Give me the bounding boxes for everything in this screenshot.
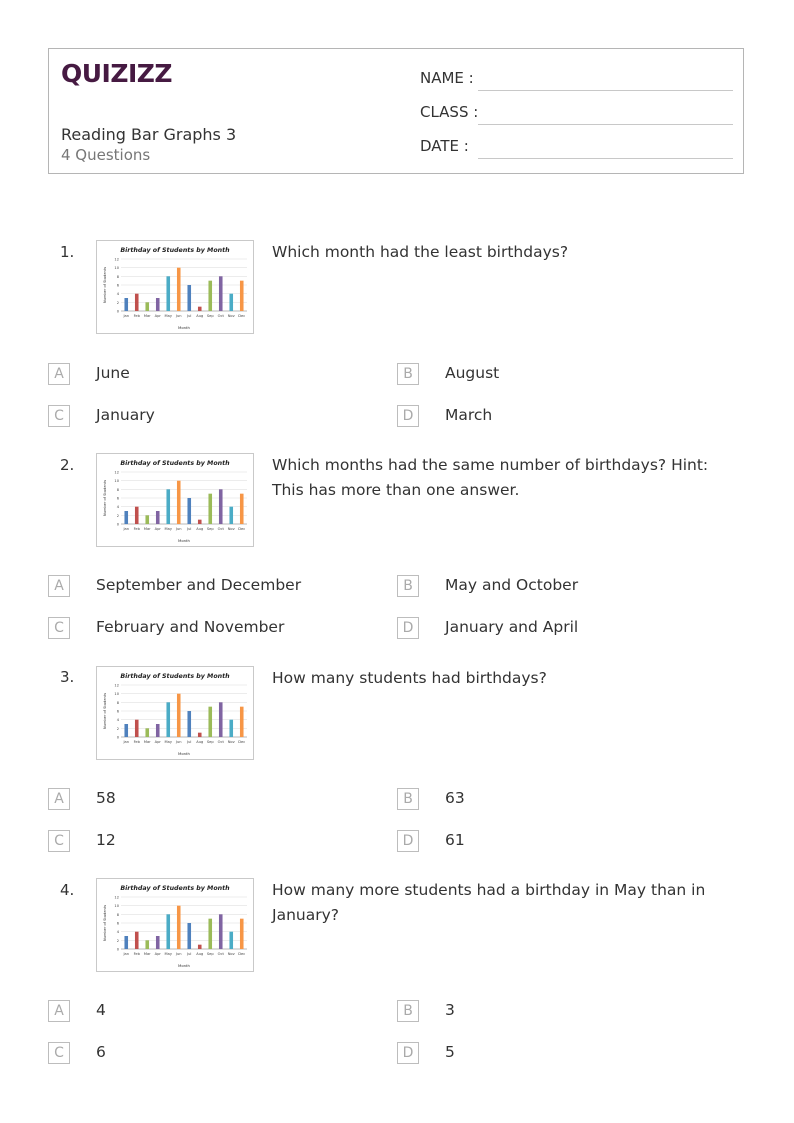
y-tick-label: 6 bbox=[116, 496, 119, 501]
x-tick-label: Nov bbox=[227, 740, 235, 744]
question-text: How many more students had a birthday in May than in January? bbox=[272, 881, 706, 924]
y-tick-label: 10 bbox=[114, 266, 119, 271]
bar-feb bbox=[135, 720, 139, 737]
bar-jun bbox=[177, 694, 181, 737]
x-tick-label: Feb bbox=[133, 314, 140, 318]
x-tick-label: Jul bbox=[187, 740, 192, 744]
x-tick-label: Nov bbox=[227, 952, 235, 956]
question-number: 4. bbox=[60, 881, 75, 899]
x-tick-label: Apr bbox=[154, 314, 161, 318]
bar-jul bbox=[187, 923, 191, 949]
option-b-text[interactable]: 3 bbox=[445, 1001, 455, 1019]
x-tick-label: Apr bbox=[154, 527, 161, 531]
bar-dec bbox=[240, 494, 244, 524]
bar-feb bbox=[135, 932, 139, 949]
x-tick-label: Aug bbox=[196, 740, 204, 744]
bar-chart bbox=[97, 454, 253, 546]
bar-nov bbox=[229, 932, 233, 949]
option-d-text[interactable]: March bbox=[445, 406, 493, 424]
option-c-box[interactable]: C bbox=[48, 617, 70, 639]
y-tick-label: 2 bbox=[116, 938, 119, 943]
y-tick-label: 2 bbox=[116, 513, 119, 518]
y-tick-label: 8 bbox=[116, 274, 119, 279]
x-tick-label: Oct bbox=[217, 740, 224, 744]
bar-jun bbox=[177, 481, 181, 524]
y-axis-label: Number of Students bbox=[103, 266, 107, 304]
x-tick-label: Jun bbox=[175, 314, 182, 318]
bar-feb bbox=[135, 294, 139, 311]
option-a-box[interactable]: A bbox=[48, 788, 70, 810]
option-a-box[interactable]: A bbox=[48, 575, 70, 597]
bar-chart bbox=[97, 241, 253, 333]
chart-title: Birthday of Students by Month bbox=[120, 885, 230, 892]
option-c-text[interactable]: February and November bbox=[96, 618, 285, 636]
question-number: 2. bbox=[60, 456, 75, 474]
x-tick-label: May bbox=[164, 952, 172, 956]
y-tick-label: 0 bbox=[116, 522, 119, 527]
x-tick-label: Oct bbox=[217, 314, 224, 318]
y-tick-label: 12 bbox=[114, 895, 119, 900]
y-tick-label: 6 bbox=[116, 709, 119, 714]
option-a-text[interactable]: September and December bbox=[96, 576, 302, 594]
option-d-box[interactable]: D bbox=[397, 617, 419, 639]
y-tick-label: 4 bbox=[116, 930, 119, 935]
y-tick-label: 12 bbox=[114, 683, 119, 688]
y-tick-label: 8 bbox=[116, 700, 119, 705]
x-tick-label: Dec bbox=[238, 527, 246, 531]
bar-aug bbox=[198, 307, 202, 311]
bar-mar bbox=[145, 302, 149, 311]
y-tick-label: 8 bbox=[116, 912, 119, 917]
x-tick-label: Apr bbox=[154, 952, 161, 956]
option-a-text[interactable]: June bbox=[96, 364, 130, 382]
chart-title: Birthday of Students by Month bbox=[120, 673, 230, 680]
worksheet-title: Reading Bar Graphs 3 bbox=[61, 125, 237, 144]
y-axis-label: Number of Students bbox=[103, 692, 107, 730]
bar-chart-image bbox=[96, 666, 254, 760]
x-tick-label: Sep bbox=[206, 314, 214, 318]
x-axis-label: Month bbox=[178, 325, 190, 330]
bar-mar bbox=[145, 515, 149, 524]
option-d-box[interactable]: D bbox=[397, 405, 419, 427]
bar-may bbox=[166, 702, 170, 737]
bar-jan bbox=[124, 724, 128, 737]
option-b-box[interactable]: B bbox=[397, 1000, 419, 1022]
y-tick-label: 6 bbox=[116, 921, 119, 926]
y-tick-label: 4 bbox=[116, 292, 119, 297]
bar-apr bbox=[156, 511, 160, 524]
option-a-box[interactable]: A bbox=[48, 363, 70, 385]
x-tick-label: Oct bbox=[217, 527, 224, 531]
x-tick-label: Feb bbox=[133, 527, 140, 531]
option-b-box[interactable]: B bbox=[397, 788, 419, 810]
bar-oct bbox=[219, 276, 223, 311]
x-tick-label: Aug bbox=[196, 952, 204, 956]
bar-sep bbox=[208, 281, 212, 311]
option-d-box[interactable]: D bbox=[397, 1042, 419, 1064]
bar-aug bbox=[198, 520, 202, 524]
x-tick-label: Jun bbox=[175, 740, 182, 744]
x-tick-label: Oct bbox=[217, 952, 224, 956]
bar-dec bbox=[240, 281, 244, 311]
bar-chart bbox=[97, 879, 253, 971]
option-b-box[interactable]: B bbox=[397, 575, 419, 597]
bar-chart-image bbox=[96, 240, 254, 334]
option-b-text[interactable]: May and October bbox=[445, 576, 579, 594]
option-a-text[interactable]: 58 bbox=[96, 789, 116, 807]
bar-sep bbox=[208, 919, 212, 949]
option-c-text[interactable]: 12 bbox=[96, 831, 116, 849]
bar-aug bbox=[198, 945, 202, 949]
bar-oct bbox=[219, 914, 223, 949]
date-line bbox=[478, 158, 733, 159]
option-c-box[interactable]: C bbox=[48, 405, 70, 427]
question-number: 3. bbox=[60, 668, 75, 686]
name-line bbox=[478, 90, 733, 91]
x-tick-label: Jun bbox=[175, 527, 182, 531]
x-tick-label: Sep bbox=[206, 952, 214, 956]
y-tick-label: 10 bbox=[114, 692, 119, 697]
chart-title: Birthday of Students by Month bbox=[120, 460, 230, 467]
x-tick-label: Jul bbox=[187, 314, 192, 318]
bar-may bbox=[166, 489, 170, 524]
x-tick-label: Jan bbox=[123, 740, 130, 744]
y-tick-label: 0 bbox=[116, 947, 119, 952]
x-tick-label: Dec bbox=[238, 952, 246, 956]
x-tick-label: Dec bbox=[238, 740, 246, 744]
bar-chart-image bbox=[96, 453, 254, 547]
y-tick-label: 12 bbox=[114, 470, 119, 475]
x-tick-label: Sep bbox=[206, 527, 214, 531]
y-tick-label: 2 bbox=[116, 726, 119, 731]
x-tick-label: Mar bbox=[143, 740, 151, 744]
class-label: CLASS : bbox=[420, 103, 479, 121]
y-tick-label: 0 bbox=[116, 309, 119, 314]
x-tick-label: Dec bbox=[238, 314, 246, 318]
worksheet-header bbox=[48, 48, 744, 174]
bar-dec bbox=[240, 919, 244, 949]
x-tick-label: Jul bbox=[187, 527, 192, 531]
bar-chart bbox=[97, 667, 253, 759]
bar-oct bbox=[219, 702, 223, 737]
bar-mar bbox=[145, 728, 149, 737]
name-label: NAME : bbox=[420, 69, 474, 87]
x-axis-label: Month bbox=[178, 963, 190, 968]
x-tick-label: May bbox=[164, 740, 172, 744]
bar-jan bbox=[124, 511, 128, 524]
x-tick-label: Jun bbox=[175, 952, 182, 956]
bar-jun bbox=[177, 906, 181, 949]
x-tick-label: Feb bbox=[133, 740, 140, 744]
y-tick-label: 10 bbox=[114, 904, 119, 909]
y-tick-label: 6 bbox=[116, 283, 119, 288]
bar-dec bbox=[240, 707, 244, 737]
bar-jul bbox=[187, 711, 191, 737]
x-tick-label: Sep bbox=[206, 740, 214, 744]
chart-title: Birthday of Students by Month bbox=[120, 247, 230, 254]
option-d-box[interactable]: D bbox=[397, 830, 419, 852]
bar-aug bbox=[198, 733, 202, 737]
y-tick-label: 4 bbox=[116, 505, 119, 510]
question-text: Which month had the least birthdays? bbox=[272, 243, 569, 261]
x-tick-label: Jan bbox=[123, 952, 130, 956]
x-axis-label: Month bbox=[178, 538, 190, 543]
quizizz-logo: QUIZIZZ bbox=[61, 59, 173, 88]
bar-jun bbox=[177, 268, 181, 311]
bar-jan bbox=[124, 298, 128, 311]
y-tick-label: 4 bbox=[116, 718, 119, 723]
x-tick-label: Apr bbox=[154, 740, 161, 744]
question-text: How many students had birthdays? bbox=[272, 669, 547, 687]
bar-apr bbox=[156, 724, 160, 737]
bar-feb bbox=[135, 507, 139, 524]
bar-may bbox=[166, 276, 170, 311]
y-tick-label: 12 bbox=[114, 257, 119, 262]
x-tick-label: May bbox=[164, 527, 172, 531]
option-c-box[interactable]: C bbox=[48, 830, 70, 852]
bar-jan bbox=[124, 936, 128, 949]
class-line bbox=[478, 124, 733, 125]
bar-chart-image bbox=[96, 878, 254, 972]
bar-may bbox=[166, 914, 170, 949]
option-c-text[interactable]: 6 bbox=[96, 1043, 106, 1061]
x-tick-label: Aug bbox=[196, 527, 204, 531]
x-tick-label: Jan bbox=[123, 527, 130, 531]
y-axis-label: Number of Students bbox=[103, 904, 107, 942]
y-tick-label: 2 bbox=[116, 300, 119, 305]
option-d-text[interactable]: 61 bbox=[445, 831, 465, 849]
option-d-text[interactable]: January and April bbox=[445, 618, 579, 636]
x-axis-label: Month bbox=[178, 751, 190, 756]
x-tick-label: Mar bbox=[143, 314, 151, 318]
question-number: 1. bbox=[60, 243, 75, 261]
y-tick-label: 10 bbox=[114, 479, 119, 484]
option-b-text[interactable]: 63 bbox=[445, 789, 465, 807]
x-tick-label: Mar bbox=[143, 952, 151, 956]
y-axis-label: Number of Students bbox=[103, 479, 107, 517]
x-tick-label: May bbox=[164, 314, 172, 318]
bar-apr bbox=[156, 298, 160, 311]
question-text: Which months had the same number of birthdays? Hint: This has more than one answer. bbox=[272, 456, 709, 499]
option-a-text[interactable]: 4 bbox=[96, 1001, 106, 1019]
y-tick-label: 8 bbox=[116, 487, 119, 492]
x-tick-label: Aug bbox=[196, 314, 204, 318]
x-tick-label: Mar bbox=[143, 527, 151, 531]
bar-apr bbox=[156, 936, 160, 949]
x-tick-label: Jan bbox=[123, 314, 130, 318]
x-tick-label: Feb bbox=[133, 952, 140, 956]
option-c-text[interactable]: January bbox=[96, 406, 155, 424]
bar-nov bbox=[229, 294, 233, 311]
bar-mar bbox=[145, 940, 149, 949]
option-b-box[interactable]: B bbox=[397, 363, 419, 385]
option-c-box[interactable]: C bbox=[48, 1042, 70, 1064]
date-label: DATE : bbox=[420, 137, 469, 155]
option-d-text[interactable]: 5 bbox=[445, 1043, 455, 1061]
option-a-box[interactable]: A bbox=[48, 1000, 70, 1022]
bar-oct bbox=[219, 489, 223, 524]
bar-jul bbox=[187, 285, 191, 311]
bar-sep bbox=[208, 494, 212, 524]
option-b-text[interactable]: August bbox=[445, 364, 500, 382]
x-tick-label: Jul bbox=[187, 952, 192, 956]
x-tick-label: Nov bbox=[227, 314, 235, 318]
bar-nov bbox=[229, 507, 233, 524]
bar-sep bbox=[208, 707, 212, 737]
x-tick-label: Nov bbox=[227, 527, 235, 531]
y-tick-label: 0 bbox=[116, 735, 119, 740]
question-count: 4 Questions bbox=[61, 146, 151, 164]
bar-jul bbox=[187, 498, 191, 524]
bar-nov bbox=[229, 720, 233, 737]
